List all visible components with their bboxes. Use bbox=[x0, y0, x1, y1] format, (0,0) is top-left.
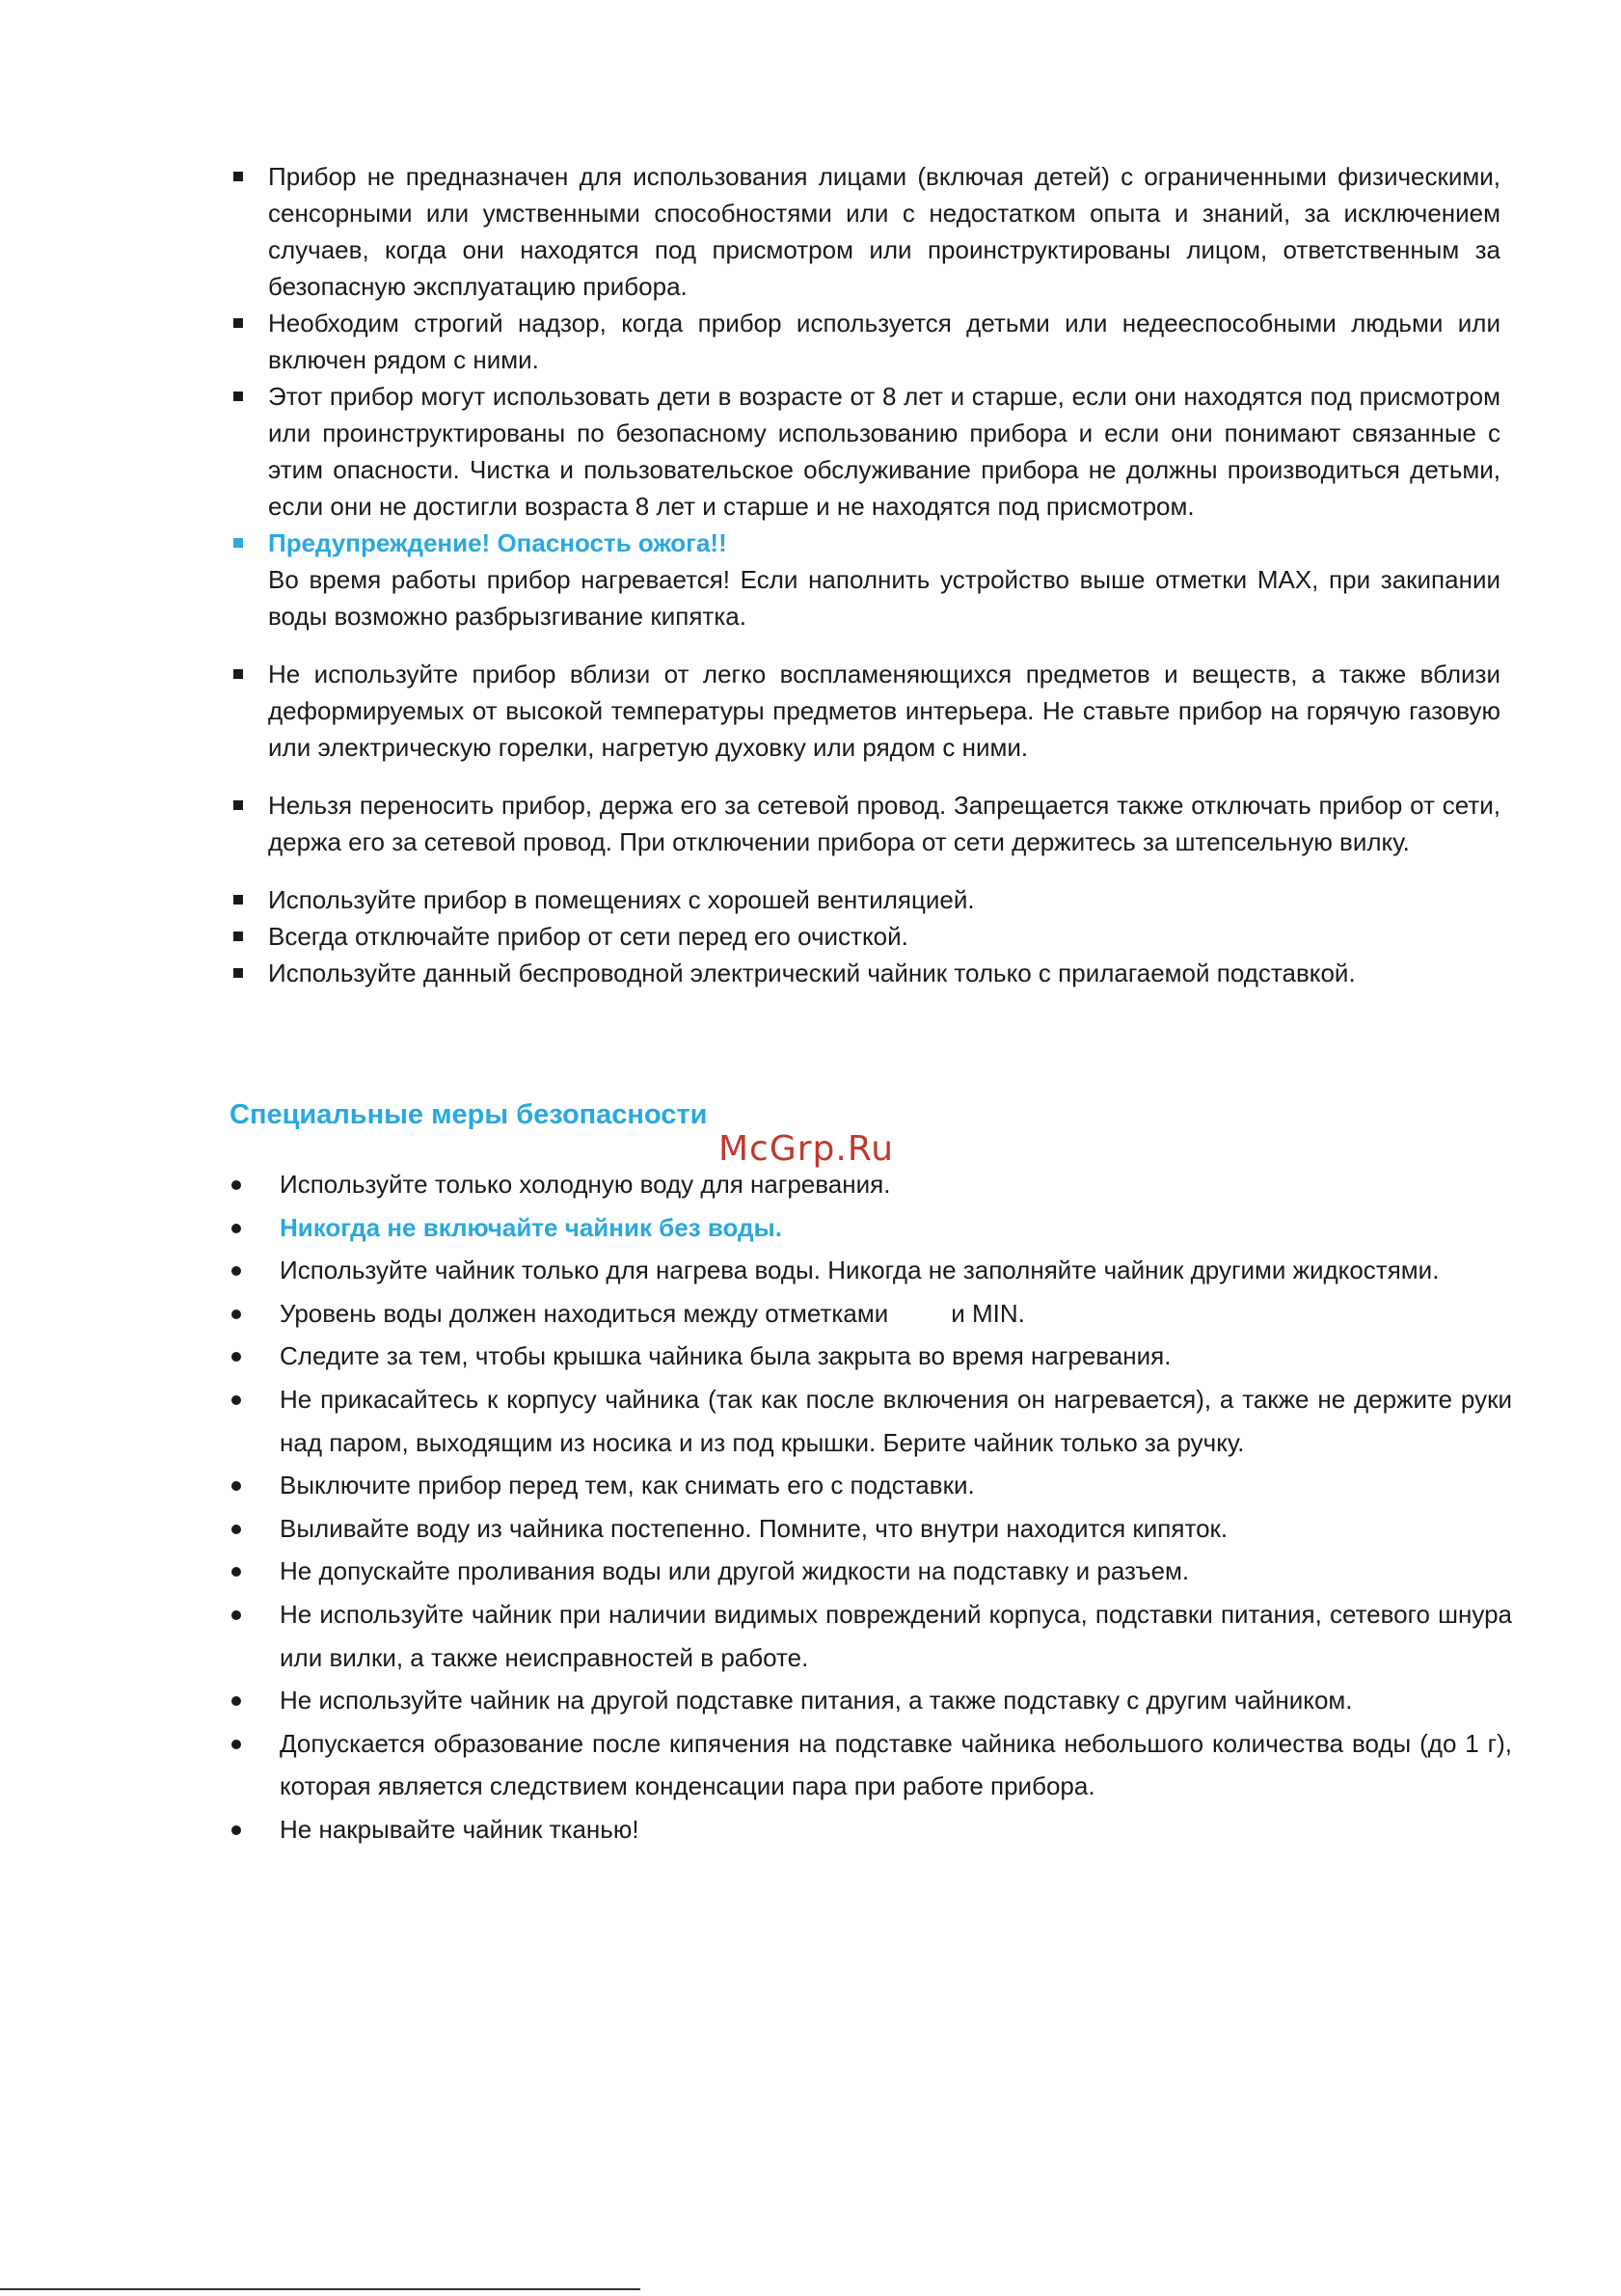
list-item-text: Используйте данный беспроводной электрический чайник только с прилагаемой подставкой. bbox=[268, 959, 1356, 987]
list-item bbox=[230, 881, 1500, 918]
warning-item bbox=[230, 525, 1500, 635]
list-item: Уровень воды должен находиться между отметками и MIN. bbox=[230, 1292, 1512, 1336]
highlighted-list-item: Никогда не включайте чайник без воды. bbox=[230, 1206, 1512, 1250]
list-item bbox=[230, 158, 1500, 305]
list-item bbox=[230, 787, 1500, 860]
list-item-text: Всегда отключайте прибор от сети перед его очисткой. bbox=[268, 922, 908, 951]
safety-list bbox=[230, 158, 1500, 991]
list-item: Не прикасайтесь к корпусу чайника (так как после включения он нагревается), а также не держите руки над паром, выходящим из носика и из под крышки. Берите чайник только за ручку. bbox=[230, 1378, 1512, 1464]
footer-divider bbox=[0, 2288, 640, 2290]
list-item bbox=[230, 656, 1500, 766]
list-item bbox=[230, 918, 1500, 955]
list-item: Не используйте чайник при наличии видимых повреждений корпуса, подставки питания, сетевого шнура или вилки, а также неисправностей в работе. bbox=[230, 1593, 1512, 1679]
warning-text: Во время работы прибор нагревается! Если наполнить устройство выше отметки МАХ, при закипании воды возможно разбрызгивание кипятка. bbox=[268, 565, 1500, 631]
list-item: Не допускайте проливания воды или другой жидкости на подставку и разъем. bbox=[230, 1550, 1512, 1593]
warning-title: Предупреждение! Опасность ожога!! bbox=[268, 528, 727, 557]
section-heading: Специальные меры безопасности bbox=[230, 1099, 708, 1130]
list-item: Используйте чайник только для нагрева воды. Никогда не заполняйте чайник другими жидкостями. bbox=[230, 1249, 1512, 1292]
list-item: Следите за тем, чтобы крышка чайника была закрыта во время нагревания. bbox=[230, 1335, 1512, 1378]
list-item bbox=[230, 378, 1500, 525]
list-item: Не используйте чайник на другой подставке питания, а также подставку с другим чайником. bbox=[230, 1679, 1512, 1722]
list-item bbox=[230, 955, 1500, 991]
list-item: Допускается образование после кипячения на подставке чайника небольшого количества воды (до 1 г), которая является следствием конденсации пара при работе прибора. bbox=[230, 1722, 1512, 1808]
list-item: Используйте только холодную воду для нагревания. bbox=[230, 1163, 1512, 1206]
list-item-text: Необходим строгий надзор, когда прибор используется детьми или недееспособными людьми или включен рядом с ними. bbox=[268, 309, 1500, 374]
list-item-text: Используйте прибор в помещениях с хорошей вентиляцией. bbox=[268, 885, 975, 914]
list-item: Выливайте воду из чайника постепенно. Помните, что внутри находится кипяток. bbox=[230, 1507, 1512, 1551]
watermark: McGrp.Ru bbox=[718, 1129, 895, 1169]
list-item-text: Не используйте прибор вблизи от легко воспламеняющихся предметов и веществ, а также вблизи деформируемых от высокой температуры предметов интерьера. Не ставьте прибор на горячую газовую или электрическую горелки, нагретую духовку или рядом с ними. bbox=[268, 660, 1500, 762]
list-item-text: Нельзя переносить прибор, держа его за сетевой провод. Запрещается также отключать прибор от сети, держа его за сетевой провод. При отключении прибора от сети держитесь за штепсельную вилку. bbox=[268, 791, 1500, 856]
list-item: Выключите прибор перед тем, как снимать его с подставки. bbox=[230, 1464, 1512, 1507]
list-item-text: Этот прибор могут использовать дети в возрасте от 8 лет и старше, если они находятся под присмотром или проинструктированы по безопасному использованию прибора и если они понимают связанные с этим опасности. Чистка и пользовательское обслуживание прибора не должны производиться детьми, если они не достигли возраста 8 лет и старше и не находятся под присмотром. bbox=[268, 382, 1500, 521]
special-measures-list bbox=[230, 1163, 1512, 1851]
list-item bbox=[230, 305, 1500, 378]
list-item-text: Прибор не предназначен для использования лицами (включая детей) с ограниченными физическими, сенсорными или умственными способностями или с недостатком опыта и знаний, за исключением случаев, когда они находятся под присмотром или проинструктированы лицом, ответственным за безопасную эксплуатацию прибора. bbox=[268, 162, 1500, 301]
list-item: Не накрывайте чайник тканью! bbox=[230, 1808, 1512, 1851]
